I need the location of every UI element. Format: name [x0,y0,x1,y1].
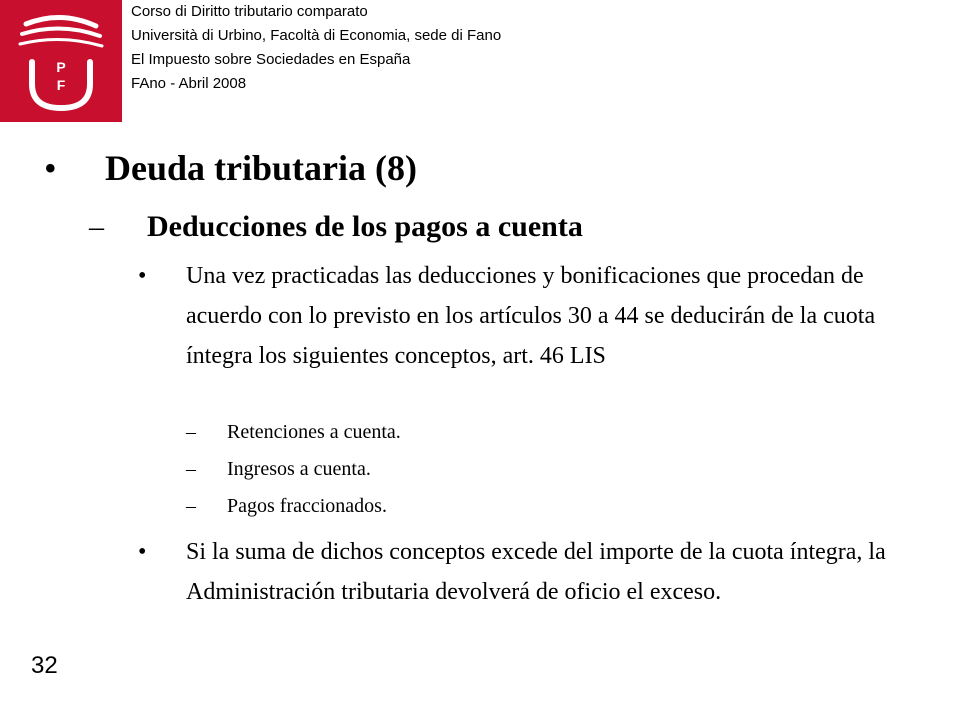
header-line-date: FAno - Abril 2008 [131,75,247,92]
sub-item-text: Retenciones a cuenta. [227,421,401,443]
sub-item-text: Pagos fraccionados. [227,495,387,517]
subtitle-dash: – [89,210,104,243]
university-logo [0,0,122,122]
svg-text:F: F [56,77,66,93]
svg-text:P: P [56,59,66,75]
sub-item-dash: – [186,421,196,443]
bullet-marker: • [138,263,147,289]
sub-item-dash: – [186,458,196,480]
header-line-topic: El Impuesto sobre Sociedades en España [131,51,411,68]
bullet-text: Una vez practicadas las deducciones y bonificaciones que procedan de acuerdo con lo previsto en los artículos 30 a 44 se deducirán de la cuota íntegra los siguientes conceptos, art. 46 LIS [186,263,876,369]
subtitle-text: Deducciones de los pagos a cuenta [147,210,583,243]
page-number: 32 [31,652,58,679]
title-text: Deuda tributaria (8) [105,148,417,188]
sub-item-text: Ingresos a cuenta. [227,458,371,480]
university-logo-icon [0,0,122,122]
bullet-text: Si la suma de dichos conceptos excede del importe de la cuota íntegra, la Administración tributaria devolverá de oficio el exceso. [186,539,886,605]
title-bullet: • [44,148,57,188]
sub-item-dash: – [186,495,196,517]
course-header [131,0,651,96]
header-line-university: Università di Urbino, Facoltà di Economia, sede di Fano [131,27,502,44]
header-line-course: Corso di Diritto tributario comparato [131,3,368,20]
bullet-marker: • [138,539,147,565]
